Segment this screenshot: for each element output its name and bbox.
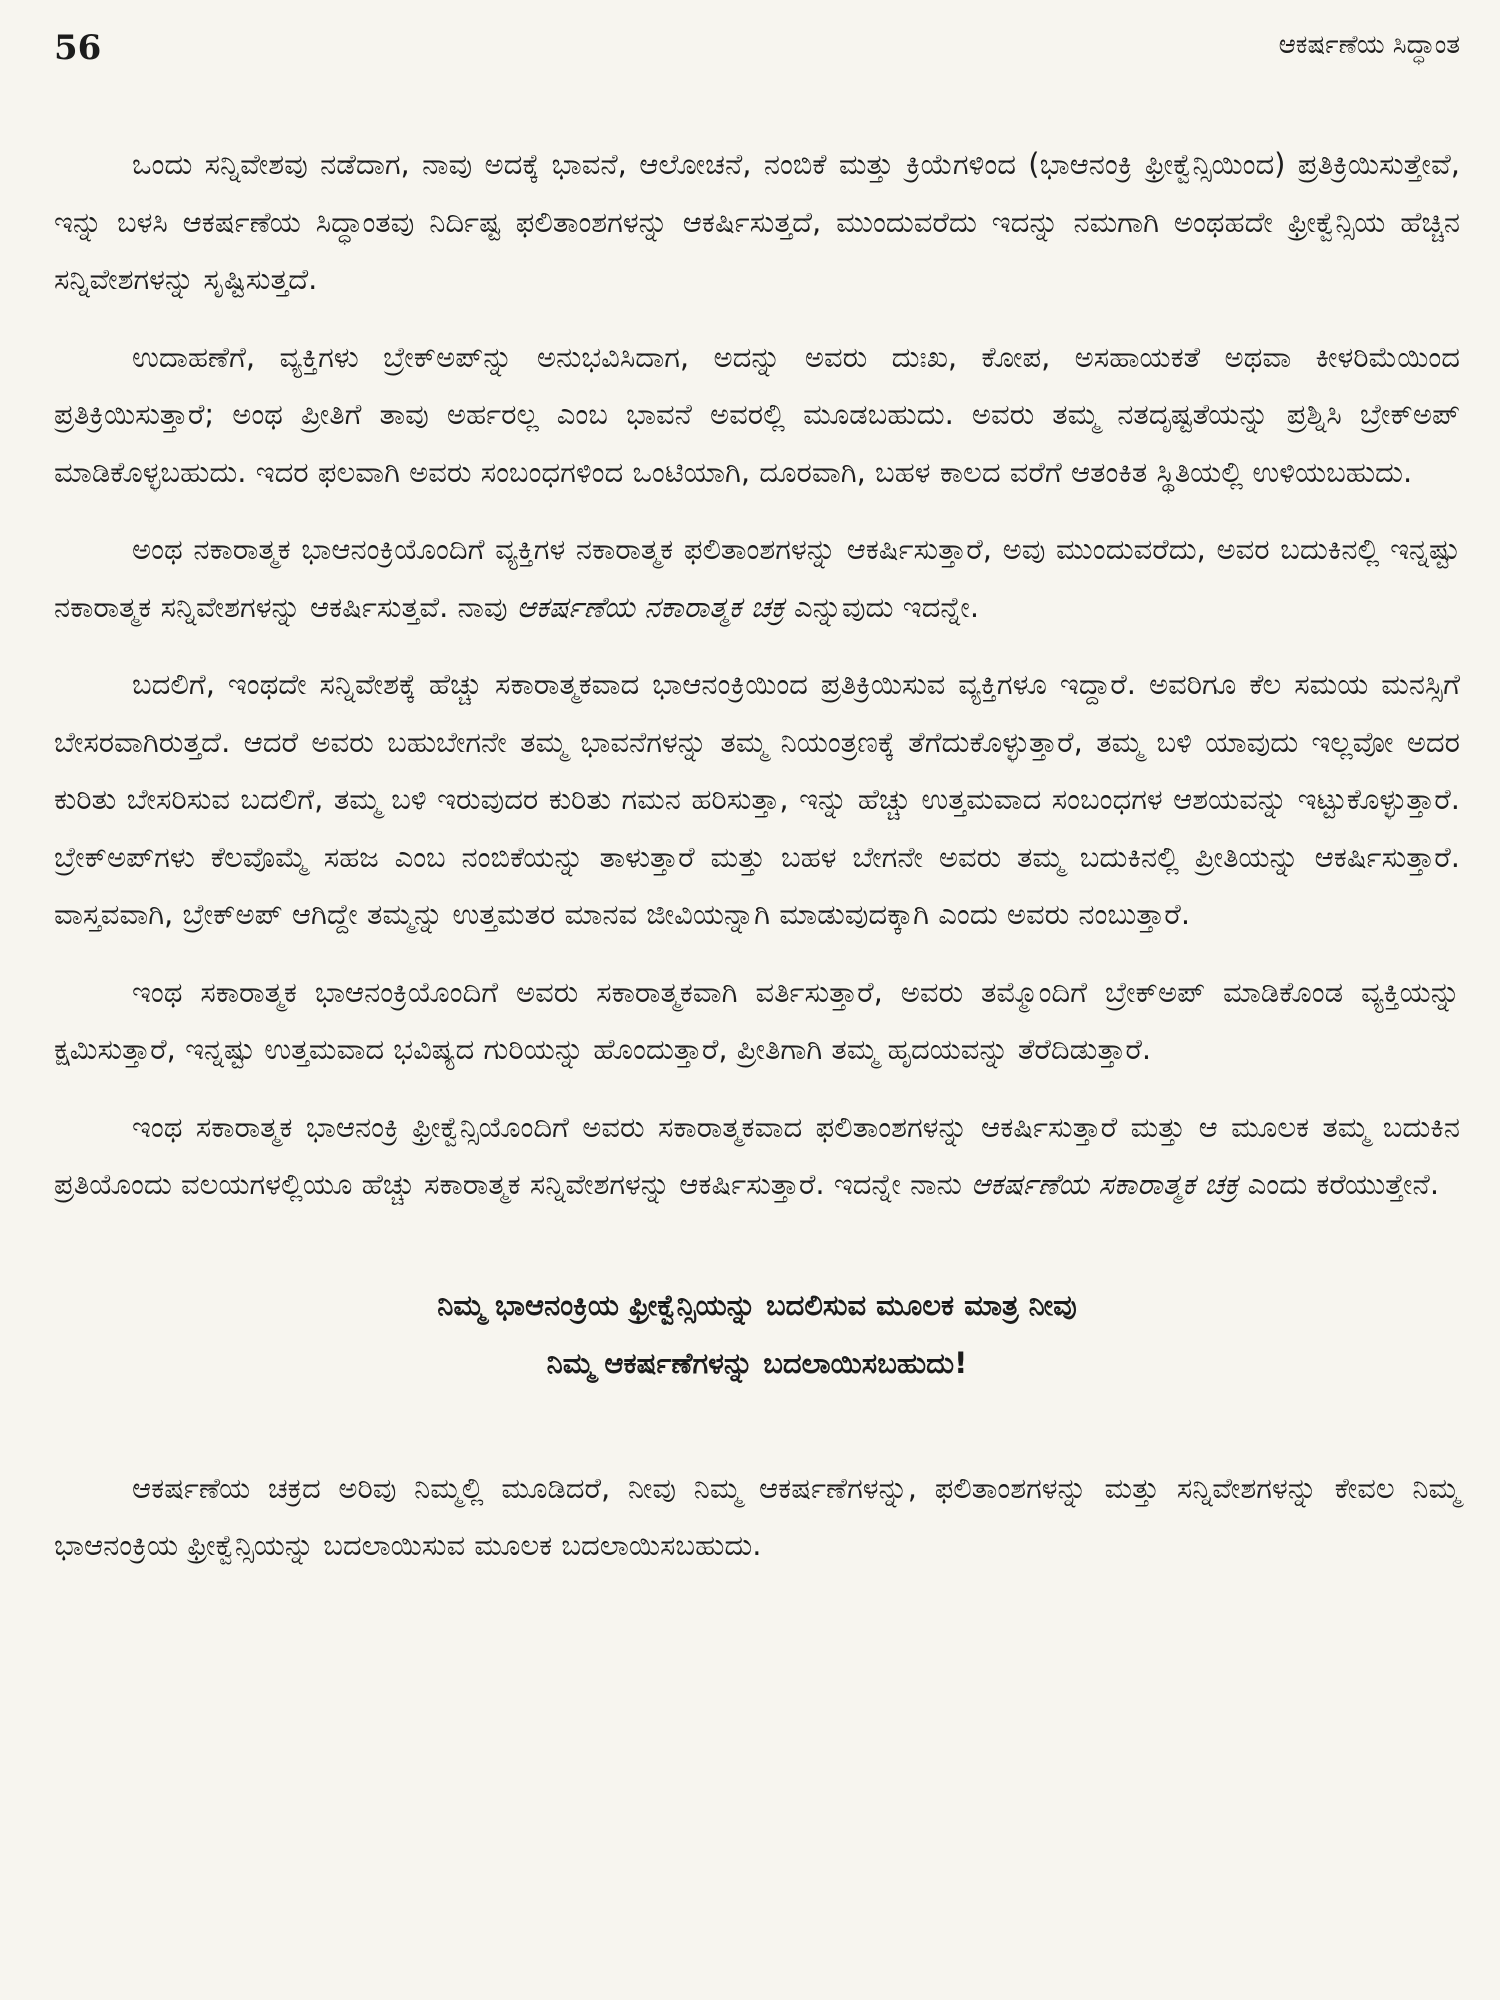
closing-paragraph: ಆಕರ್ಷಣೆಯ ಚಕ್ರದ ಅರಿವು ನಿಮ್ಮಲ್ಲಿ ಮೂಡಿದರೆ, ನೀವು ನಿಮ್ಮ ಆಕರ್ಷಣೆಗಳನ್ನು, ಫಲಿತಾಂಶಗಳನ್ನು ಮತ್ತು ಸನ್ನಿವೇಶಗಳನ್ನು ಕೇವಲ ನಿಮ್ಮ ಭಾಆನಂಕ್ರಿಯ ಫ್ರೀಕ್ವೆನ್ಸಿಯನ್ನು ಬದಲಾಯಿಸುವ ಮೂಲಕ ಬದಲಾಯಿಸಬಹುದು. <box>54 1470 1460 1562</box>
callout-line: ನಿಮ್ಮ ಆಕರ್ಷಣೆಗಳನ್ನು ಬದಲಾಯಿಸಬಹುದು! <box>546 1345 968 1380</box>
italic-term: ಆಕರ್ಷಣೆಯ ನಕಾರಾತ್ಮಕ ಚಕ್ರ <box>516 589 785 624</box>
paragraph-text: ಎನ್ನುವುದು ಇದನ್ನೇ. <box>784 589 980 624</box>
callout-line: ನಿಮ್ಮ ಭಾಆನಂಕ್ರಿಯ ಫ್ರೀಕ್ವೆನ್ಸಿಯನ್ನು ಬದಲಿಸುವ ಮೂಲಕ ಮಾತ್ರ ನೀವು <box>437 1287 1077 1322</box>
paragraph-text: ಅಂಥ ನಕಾರಾತ್ಮಕ ಭಾಆನಂಕ್ರಿಯೊಂದಿಗೆ ವ್ಯಕ್ತಿಗಳ ನಕಾರಾತ್ಮಕ ಫಲಿತಾಂಶಗಳನ್ನು ಆಕರ್ಷಿಸುತ್ತಾರೆ, ಅವು ಮುಂದುವರೆದು, ಅವರ ಬದುಕಿನಲ್ಲಿ ಇನ್ನಷ್ಟು ನಕಾರಾತ್ಮಕ ಸನ್ನಿವೇಶಗಳನ್ನು ಆಕರ್ಷಿಸುತ್ತವೆ. ನಾವು <box>54 532 1460 624</box>
running-head: ಆಕರ್ಷಣೆಯ ಸಿದ್ಧಾಂತ <box>1278 30 1460 60</box>
paragraph-text: ಎಂದು ಕರೆಯುತ್ತೇನೆ. <box>1238 1167 1440 1201</box>
paragraph: ಉದಾಹಣೆಗೆ, ವ್ಯಕ್ತಿಗಳು ಬ್ರೇಕ್‌ಅಪ್‌ನ್ನು ಅನುಭವಿಸಿದಾಗ, ಅದನ್ನು ಅವರು ದುಃಖ, ಕೋಪ, ಅಸಹಾಯಕತೆ ಅಥವಾ ಕೀಳರಿಮೆಯಿಂದ ಪ್ರತಿಕ್ರಿಯಿಸುತ್ತಾರೆ; ಅಂಥ ಪ್ರೀತಿಗೆ ತಾವು ಅರ್ಹರಲ್ಲ ಎಂಬ ಭಾವನೆ ಅವರಲ್ಲಿ ಮೂಡಬಹುದು. ಅವರು ತಮ್ಮ ನತದೃಷ್ಟತೆಯನ್ನು ಪ್ರಶ್ನಿಸಿ ಬ್ರೇಕ್‌ಅಪ್ ಮಾಡಿಕೊಳ್ಳಬಹುದು. ಇದರ ಫಲವಾಗಿ ಅವರು ಸಂಬಂಧಗಳಿಂದ ಒಂಟಿಯಾಗಿ, ದೂರವಾಗಿ, ಬಹಳ ಕಾಲದ ವರೆಗೆ ಆತಂಕಿತ ಸ್ಥಿತಿಯಲ್ಲಿ ಉಳಿಯಬಹುದು. <box>54 339 1460 489</box>
paragraph: ಒಂದು ಸನ್ನಿವೇಶವು ನಡೆದಾಗ, ನಾವು ಅದಕ್ಕೆ ಭಾವನೆ, ಆಲೋಚನೆ, ನಂಬಿಕೆ ಮತ್ತು ಕ್ರಿಯೆಗಳಿಂದ (ಭಾಆನಂಕ್ರಿ ಫ್ರೀಕ್ವೆನ್ಸಿಯಿಂದ) ಪ್ರತಿಕ್ರಿಯಿಸುತ್ತೇವೆ, ಇನ್ನು ಬಳಸಿ ಆಕರ್ಷಣೆಯ ಸಿದ್ಧಾಂತವು ನಿರ್ದಿಷ್ಟ ಫಲಿತಾಂಶಗಳನ್ನು ಆಕರ್ಷಿಸುತ್ತದೆ, ಮುಂದುವರೆದು ಇದನ್ನು ನಮಗಾಗಿ ಅಂಥಹದೇ ಫ್ರೀಕ್ವೆನ್ಸಿಯ ಹೆಚ್ಚಿನ ಸನ್ನಿವೇಶಗಳನ್ನು ಸೃಷ್ಟಿಸುತ್ತದೆ. <box>54 147 1460 296</box>
callout-quote <box>54 1276 1460 1392</box>
paragraph <box>54 1099 1460 1214</box>
paragraph <box>54 521 1460 636</box>
body-text <box>54 136 1460 1575</box>
italic-term: ಆಕರ್ಷಣೆಯ ಸಕಾರಾತ್ಮಕ ಚಕ್ರ <box>971 1167 1239 1201</box>
page-number: 56 <box>54 28 102 68</box>
page-header <box>54 28 1460 88</box>
paragraph-text: ಇಂಥ ಸಕಾರಾತ್ಮಕ ಭಾಆನಂಕ್ರಿ ಫ್ರೀಕ್ವೆನ್ಸಿಯೊಂದಿಗೆ ಅವರು ಸಕಾರಾತ್ಮಕವಾದ ಫಲಿತಾಂಶಗಳನ್ನು ಆಕರ್ಷಿಸುತ್ತಾರೆ ಮತ್ತು ಆ ಮೂಲಕ ತಮ್ಮ ಬದುಕಿನ ಪ್ರತಿಯೊಂದು ವಲಯಗಳಲ್ಲಿಯೂ ಹೆಚ್ಚು ಸಕಾರಾತ್ಮಕ ಸನ್ನಿವೇಶಗಳನ್ನು ಆಕರ್ಷಿಸುತ್ತಾರೆ. ಇದನ್ನೇ ನಾನು <box>54 1109 1460 1201</box>
paragraph: ಬದಲಿಗೆ, ಇಂಥದೇ ಸನ್ನಿವೇಶಕ್ಕೆ ಹೆಚ್ಚು ಸಕಾರಾತ್ಮಕವಾದ ಭಾಆನಂಕ್ರಿಯಿಂದ ಪ್ರತಿಕ್ರಿಯಿಸುವ ವ್ಯಕ್ತಿಗಳೂ ಇದ್ದಾರೆ. ಅವರಿಗೂ ಕೆಲ ಸಮಯ ಮನಸ್ಸಿಗೆ ಬೇಸರವಾಗಿರುತ್ತದೆ. ಆದರೆ ಅವರು ಬಹುಬೇಗನೇ ತಮ್ಮ ಭಾವನೆಗಳನ್ನು ತಮ್ಮ ನಿಯಂತ್ರಣಕ್ಕೆ ತೆಗೆದುಕೊಳ್ಳುತ್ತಾರೆ, ತಮ್ಮ ಬಳಿ ಯಾವುದು ಇಲ್ಲವೋ ಅದರ ಕುರಿತು ಬೇಸರಿಸುವ ಬದಲಿಗೆ, ತಮ್ಮ ಬಳಿ ಇರುವುದರ ಕುರಿತು ಗಮನ ಹರಿಸುತ್ತಾ, ಇನ್ನು ಹೆಚ್ಚು ಉತ್ತಮವಾದ ಸಂಬಂಧಗಳ ಆಶಯವನ್ನು ಇಟ್ಟುಕೊಳ್ಳುತ್ತಾರೆ. ಬ್ರೇಕ್‌ಅಪ್‌ಗಳು ಕೆಲವೊಮ್ಮೆ ಸಹಜ ಎಂಬ ನಂಬಿಕೆಯನ್ನು ತಾಳುತ್ತಾರೆ ಮತ್ತು ಬಹಳ ಬೇಗನೇ ಅವರು ತಮ್ಮ ಬದುಕಿನಲ್ಲಿ ಪ್ರೀತಿಯನ್ನು ಆಕರ್ಷಿಸುತ್ತಾರೆ. ವಾಸ್ತವವಾಗಿ, ಬ್ರೇಕ್‌ಅಪ್ ಆಗಿದ್ದೇ ತಮ್ಮನ್ನು ಉತ್ತಮತರ ಮಾನವ ಜೀವಿಯನ್ನಾಗಿ ಮಾಡುವುದಕ್ಕಾಗಿ ಎಂದು ಅವರು ನಂಬುತ್ತಾರೆ. <box>54 667 1460 931</box>
paragraph: ಇಂಥ ಸಕಾರಾತ್ಮಕ ಭಾಆನಂಕ್ರಿಯೊಂದಿಗೆ ಅವರು ಸಕಾರಾತ್ಮಕವಾಗಿ ವರ್ತಿಸುತ್ತಾರೆ, ಅವರು ತಮ್ಮೊಂದಿಗೆ ಬ್ರೇಕ್‌ಅಪ್ ಮಾಡಿಕೊಂಡ ವ್ಯಕ್ತಿಯನ್ನು ಕ್ಷಮಿಸುತ್ತಾರೆ, ಇನ್ನಷ್ಟು ಉತ್ತಮವಾದ ಭವಿಷ್ಯದ ಗುರಿಯನ್ನು ಹೊಂದುತ್ತಾರೆ, ಪ್ರೀತಿಗಾಗಿ ತಮ್ಮ ಹೃದಯವನ್ನು ತೆರೆದಿಡುತ್ತಾರೆ. <box>54 974 1460 1066</box>
